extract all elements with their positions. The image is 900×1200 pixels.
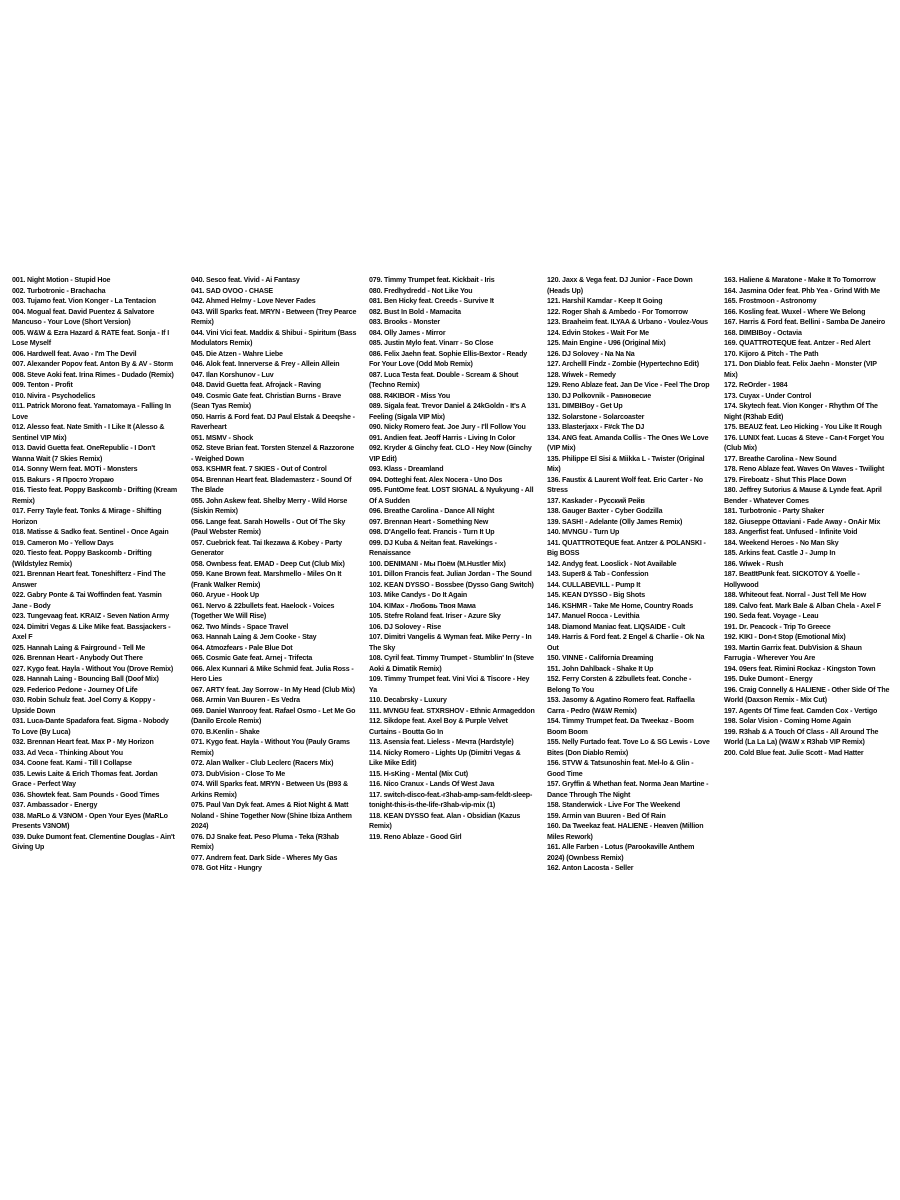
track-entry: 034. Coone feat. Kami - Till I Collapse [12, 759, 132, 767]
track-entry: 158. Standerwick - Live For The Weekend [547, 801, 681, 809]
track-entry: 163. Haliene & Maratone - Make It To Tomorrow [724, 276, 876, 284]
track-entry: 172. ReOrder - 1984 [724, 381, 788, 389]
track-entry: 093. Klass - Dreamland [369, 465, 444, 473]
track-entry: 092. Kryder & Ginchy feat. CLO - Hey Now (Ginchy VIP Edit) [369, 444, 532, 463]
track-entry: 041. SAD OVOO - CHASE [191, 286, 273, 295]
track-entry: 102. KEAN DYSSO - Bossbee (Dysso Gang Switch) [369, 580, 534, 589]
track-entry: 012. Alesso feat. Nate Smith - I Like It (Alesso & Sentinel VIP Mix) [12, 423, 165, 442]
track-entry: 046. Alok feat. Innerverse & Frey - Allein Allein [191, 360, 340, 368]
track-entry: 014. Sonny Wern feat. MOTi - Monsters [12, 465, 138, 473]
track-entry: 149. Harris & Ford feat. 2 Engel & Charlie - Ok Na Out [547, 633, 705, 652]
track-entry: 124. Edvin Stokes - Wait For Me [547, 328, 649, 337]
track-entry: 175. BEAUZ feat. Leo Hicking - You Like It Rough [724, 423, 882, 431]
track-entry: 048. David Guetta feat. Afrojack - Raving [191, 381, 321, 389]
track-entry: 196. Craig Connelly & HALIENE - Other Side Of The World (Daxson Remix - Mix Cut) [724, 685, 890, 704]
track-entry: 197. Agents Of Time feat. Camden Cox - Vertigo [724, 706, 878, 715]
track-entry: 185. Arkins feat. Castle J - Jump In [724, 549, 836, 557]
track-entry: 078. Got Hitz - Hungry [191, 864, 262, 872]
track-entry: 188. Whiteout feat. Norral - Just Tell Me How [724, 591, 867, 599]
track-entry: 166. Kosling feat. Wuxel - Where We Belong [724, 307, 866, 316]
track-entry: 008. Steve Aoki feat. Irina Rimes - Dudado (Remix) [12, 370, 174, 379]
track-entry: 153. Jasomy & Agatino Romero feat. Raffaella Carra - Pedro (W&W Remix) [547, 696, 695, 715]
track-entry: 159. Armin van Buuren - Bed Of Rain [547, 811, 666, 820]
track-entry: 140. MVNGU - Turn Up [547, 528, 620, 536]
track-entry: 056. Lange feat. Sarah Howells - Out Of The Sky (Paul Webster Remix) [191, 517, 346, 536]
track-entry: 141. QUATTROTEQUE feat. Antzer & POLANSKI - Big BOSS [547, 538, 706, 557]
track-entry: 055. John Askew feat. Shelby Merry - Wild Horse (Siskin Remix) [191, 496, 348, 515]
track-entry: 049. Cosmic Gate feat. Christian Burns - Brave (Sean Tyas Remix) [191, 391, 342, 410]
track-entry: 138. Gauger Baxter - Cyber Godzilla [547, 507, 663, 515]
track-entry: 154. Timmy Trumpet feat. Da Tweekaz - Boom Boom Boom [547, 717, 694, 736]
track-entry: 184. Weekend Heroes - No Man Sky [724, 538, 839, 547]
track-entry: 051. MSMV - Shock [191, 433, 254, 442]
track-entry: 151. John Dahlback - Shake It Up [547, 664, 654, 673]
track-entry: 059. Kane Brown feat. Marshmello - Miles On It (Frank Walker Remix) [191, 570, 342, 589]
track-entry: 104. KIMax - Любовь Твоя Мама [369, 601, 476, 610]
track-entry: 105. Stefre Roland feat. Iriser - Azure Sky [369, 612, 501, 620]
track-entry: 139. SASH! - Adelante (Olly James Remix) [547, 517, 683, 526]
tracklist-column-3 [369, 275, 535, 842]
tracklist-column-5 [724, 275, 890, 758]
track-entry: 091. Andien feat. Jeoff Harris - Living In Color [369, 433, 516, 442]
track-entry: 029. Federico Pedone - Journey Of Life [12, 685, 138, 694]
track-entry: 035. Lewis Laite & Erich Thomas feat. Jordan Grace - Perfect Way [12, 769, 158, 788]
track-entry: 082. Bust In Bold - Mamacita [369, 307, 461, 316]
track-entry: 170. Kijoro & Pitch - The Path [724, 349, 819, 358]
track-entry: 066. Alex Kunnari & Mike Schmid feat. Julia Ross - Hero Lies [191, 664, 354, 683]
track-entry: 033. Ad Veca - Thinking About You [12, 748, 123, 757]
track-entry: 081. Ben Hicky feat. Creeds - Survive It [369, 297, 494, 305]
track-entry: 032. Brennan Heart feat. Max P - My Horizon [12, 738, 154, 746]
track-entry: 080. Fredhydredd - Not Like You [369, 286, 473, 295]
track-entry: 062. Two Minds - Space Travel [191, 622, 289, 631]
track-entry: 083. Brooks - Monster [369, 318, 440, 326]
track-entry: 003. Tujamo feat. Vion Konger - La Tentacion [12, 297, 156, 305]
track-entry: 094. Dotteghi feat. Alex Nocera - Uno Dos [369, 475, 503, 484]
track-entry: 186. Wiwek - Rush [724, 559, 784, 568]
track-entry: 020. Tiesto feat. Poppy Baskcomb - Drifting (Wildstylez Remix) [12, 549, 152, 568]
track-entry: 054. Brennan Heart feat. Blademasterz - Sound Of The Blade [191, 475, 352, 494]
track-entry: 085. Justin Mylo feat. Vinarr - So Close [369, 339, 494, 347]
track-entry: 187. BeatItPunk feat. SICKOTOY & Yoelle - Hollywood [724, 570, 860, 589]
track-entry: 117. switch-disco-feat.-r3hab-amp-sam-feldt-sleep-tonight-this-is-the-life-r3hab-vip-mix (1) [369, 790, 533, 809]
track-entry: 200. Cold Blue feat. Julie Scott - Mad Hatter [724, 748, 864, 757]
track-entry: 064. Atmozfears - Pale Blue Dot [191, 643, 293, 652]
track-entry: 088. R4KIBOR - Miss You [369, 391, 451, 400]
track-entry: 174. Skytech feat. Vion Konger - Rhythm Of The Night (R3hab Edit) [724, 402, 878, 421]
track-entry: 164. Jasmina Oder feat. Phb Yea - Grind With Me [724, 286, 880, 295]
track-entry: 121. Harshil Kamdar - Keep It Going [547, 297, 663, 305]
track-entry: 120. Jaxx & Vega feat. DJ Junior - Face Down (Heads Up) [547, 276, 693, 295]
track-entry: 135. Philippe El Sisi & Miikka L - Twister (Original Mix) [547, 454, 705, 473]
track-entry: 022. Gabry Ponte & Tai Woffinden feat. Yasmin Jane - Body [12, 591, 162, 610]
track-entry: 100. DENIMANI - Мы Поём (M.Hustler Mix) [369, 559, 506, 568]
track-entry: 144. CULLABEVILL - Pump It [547, 580, 641, 589]
track-entry: 115. H-sKing - Mental (Mix Cut) [369, 769, 469, 778]
track-entry: 069. Daniel Wanrooy feat. Rafael Osmo - Let Me Go (Danilo Ercole Remix) [191, 706, 356, 725]
track-entry: 177. Breathe Carolina - New Sound [724, 454, 837, 463]
track-entry: 009. Tenton - Profit [12, 381, 73, 389]
track-entry: 127. Archelll Findz - Zombie (Hypertechno Edit) [547, 360, 699, 368]
track-entry: 053. KSHMR feat. 7 SKIES - Out of Control [191, 465, 327, 473]
track-entry: 114. Nicky Romero - Lights Up (Dimitri Vegas & Like Mike Edit) [369, 748, 521, 767]
track-entry: 182. Giuseppe Ottaviani - Fade Away - OnAir Mix [724, 517, 881, 526]
track-entry: 001. Night Motion - Stupid Hoe [12, 276, 111, 284]
track-entry: 067. ARTY feat. Jay Sorrow - In My Head (Club Mix) [191, 685, 355, 694]
track-entry: 057. Cuebrick feat. Tai Ikezawa & Kobey - Party Generator [191, 538, 342, 557]
track-entry: 006. Hardwell feat. Avao - I'm The Devil [12, 349, 137, 358]
track-entry: 043. Will Sparks feat. MRYN - Between (Trey Pearce Remix) [191, 307, 357, 326]
track-entry: 028. Hannah Laing - Bouncing Ball (Doof Mix) [12, 675, 159, 683]
track-entry: 169. QUATTROTEQUE feat. Antzer - Red Alert [724, 339, 871, 347]
track-entry: 116. Nico Cranux - Lands Of West Java [369, 780, 495, 788]
track-entry: 071. Kygo feat. Hayla - Without You (Pauly Grams Remix) [191, 738, 350, 757]
track-entry: 063. Hannah Laing & Jem Cooke - Stay [191, 633, 317, 641]
track-entry: 068. Armin Van Buuren - Es Vedra [191, 696, 300, 704]
track-entry: 007. Alexander Popov feat. Anton By & AV - Storm [12, 360, 173, 368]
track-entry: 148. Diamond Maniac feat. LIQSAIDE - Cult [547, 622, 686, 631]
track-entry: 180. Jeffrey Sutorius & Mause & Lynde feat. April Bender - Whatever Comes [724, 486, 882, 505]
track-entry: 130. DJ Polkovnik - Равновесие [547, 391, 652, 400]
track-entry: 110. Decabrsky - Luxury [369, 696, 447, 704]
track-entry: 125. Main Engine - U96 (Original Mix) [547, 339, 666, 347]
track-entry: 113. Asensia feat. Lieless - Мечта (Hardstyle) [369, 738, 514, 746]
track-entry: 037. Ambassador - Energy [12, 801, 98, 809]
track-entry: 047. Ilan Korshunov - Luv [191, 370, 274, 379]
track-entry: 193. Martin Garrix feat. DubVision & Shaun Farrugia - Wherever You Are [724, 643, 862, 662]
track-entry: 030. Robin Schulz feat. Joel Corry & Koppy - Upside Down [12, 696, 156, 715]
track-entry: 070. B.Kenlin - Shake [191, 727, 260, 736]
track-entry: 079. Timmy Trumpet feat. Kickbait - Iris [369, 276, 495, 284]
track-entry: 122. Roger Shah & Ambedo - For Tomorrow [547, 307, 688, 316]
track-entry: 157. Gryffin & Whethan feat. Norma Jean Martine - Dance Through The Night [547, 780, 709, 799]
track-entry: 108. Cyril feat. Timmy Trumpet - Stumblin' In (Steve Aoki & Dimatik Remix) [369, 654, 534, 673]
track-entry: 036. Showtek feat. Sam Pounds - Good Times [12, 790, 160, 799]
track-entry: 058. Ownbess feat. EMAD - Deep Cut (Club Mix) [191, 559, 345, 568]
track-entry: 178. Reno Ablaze feat. Waves On Waves - Twilight [724, 465, 885, 473]
tracklist-column-2 [191, 275, 357, 874]
track-entry: 143. Super8 & Tab - Confession [547, 570, 649, 578]
track-entry: 025. Hannah Laing & Fairground - Tell Me [12, 643, 145, 652]
track-entry: 160. Da Tweekaz feat. HALIENE - Heaven (Million Miles Rework) [547, 822, 704, 841]
track-entry: 089. Sigala feat. Trevor Daniel & 24kGoldn - It's A Feeling (Sigala VIP Mix) [369, 402, 526, 421]
track-entry: 004. Mogual feat. David Puentez & Salvatore Mancuso - Your Love (Short Version) [12, 307, 155, 326]
track-entry: 119. Reno Ablaze - Good Girl [369, 832, 462, 841]
track-entry: 016. Tiesto feat. Poppy Baskcomb - Drifting (Kream Remix) [12, 486, 178, 505]
track-entry: 156. STVW & Tatsunoshin feat. Mel-lo & Glin - Good Time [547, 759, 694, 778]
track-entry: 155. Nelly Furtado feat. Tove Lo & SG Lewis - Love Bites (Don Diablo Remix) [547, 738, 710, 757]
track-entry: 112. Sikdope feat. Axel Boy & Purple Velvet Curtains - Boutta Go In [369, 717, 508, 736]
track-entry: 192. KIKI - Don-t Stop (Emotional Mix) [724, 633, 846, 641]
tracklist-column-1 [12, 275, 178, 853]
track-entry: 145. KEAN DYSSO - Big Shots [547, 591, 646, 599]
track-entry: 101. Dillon Francis feat. Julian Jordan - The Sound [369, 570, 532, 578]
track-entry: 134. ANG feat. Amanda Collis - The Ones We Love (VIP Mix) [547, 433, 709, 452]
track-entry: 099. DJ Kuba & Neitan feat. Ravekings - Renaissance [369, 538, 497, 557]
tracklist-sheet [12, 275, 888, 945]
track-entry: 060. Aryue - Hook Up [191, 591, 260, 599]
track-entry: 095. FuntOme feat. LOST SIGNAL & Nyukyung - All Of A Sudden [369, 486, 534, 505]
track-entry: 026. Brennan Heart - Anybody Out There [12, 654, 143, 662]
track-entry: 038. MaRLo & V3NOM - Open Your Eyes (MaRLo Presents V3NOM) [12, 811, 168, 830]
track-entry: 090. Nicky Romero feat. Joe Jury - I'll Follow You [369, 423, 526, 431]
track-entry: 045. Die Atzen - Wahre Liebe [191, 349, 283, 358]
track-entry: 005. W&W & Ezra Hazard & RATE feat. Sonja - If I Lose Myself [12, 328, 170, 347]
track-entry: 167. Harris & Ford feat. Bellini - Samba De Janeiro [724, 318, 886, 326]
track-entry: 052. Steve Brian feat. Torsten Stenzel & Razzorone - Weighed Down [191, 444, 355, 463]
track-entry: 024. Dimitri Vegas & Like Mike feat. Bassjackers - Axel F [12, 622, 171, 641]
track-entry: 011. Patrick Morono feat. Yamatomaya - Falling In Love [12, 402, 171, 421]
track-entry: 010. Nivira - Psychodelics [12, 391, 96, 400]
track-entry: 076. DJ Snake feat. Peso Pluma - Teka (R3hab Remix) [191, 832, 339, 851]
track-entry: 097. Brennan Heart - Something New [369, 517, 489, 526]
track-entry: 015. Bakurs - Я Просто Угораю [12, 475, 114, 484]
track-entry: 077. Andrem feat. Dark Side - Wheres My Gas [191, 853, 338, 862]
track-entry: 031. Luca-Dante Spadafora feat. Sigma - Nobody To Love (By Luca) [12, 717, 169, 736]
track-entry: 181. Turbotronic - Party Shaker [724, 507, 825, 515]
track-entry: 061. Nervo & 22bullets feat. Haelock - Voices (Together We Will Rise) [191, 601, 335, 620]
track-entry: 021. Brennan Heart feat. Toneshifterz - Find The Answer [12, 570, 166, 589]
track-entry: 168. DIMBIBoy - Octavia [724, 328, 802, 337]
track-entry: 162. Anton Lacosta - Seller [547, 864, 634, 872]
track-entry: 199. R3hab & A Touch Of Class - All Around The World (La La La) (W&W x R3hab VIP Remix) [724, 727, 879, 746]
track-entry: 152. Ferry Corsten & 22bullets feat. Conche - Belong To You [547, 675, 692, 694]
track-entry: 165. Frostmoon - Astronomy [724, 297, 817, 305]
track-entry: 096. Breathe Carolina - Dance All Night [369, 507, 495, 515]
track-entry: 183. Angerfist feat. Unfused - Infinite Void [724, 528, 858, 536]
track-entry: 146. KSHMR - Take Me Home, Country Roads [547, 601, 694, 610]
track-entry: 195. Duke Dumont - Energy [724, 675, 813, 683]
track-entry: 191. Dr. Peacock - Trip To Greece [724, 622, 831, 631]
track-entry: 074. Will Sparks feat. MRYN - Between Us (B93 & Arkins Remix) [191, 780, 349, 799]
track-entry: 189. Calvo feat. Mark Bale & Alban Chela - Axel F [724, 601, 881, 610]
track-entry: 179. Fireboatz - Shut This Place Down [724, 475, 847, 484]
track-entry: 173. Cuyax - Under Control [724, 391, 812, 400]
track-entry: 198. Solar Vision - Coming Home Again [724, 717, 851, 725]
track-entry: 142. Andyg feat. Looslick - Not Available [547, 559, 677, 568]
track-entry: 194. 09ers feat. Rimini Rockaz - Kingston Town [724, 664, 876, 673]
track-entry: 086. Felix Jaehn feat. Sophie Ellis-Bextor - Ready For Your Love (Odd Mob Remix) [369, 349, 528, 368]
track-entry: 023. Tungevaag feat. KRAIZ - Seven Nation Army [12, 612, 170, 620]
track-entry: 106. DJ Solovey - Rise [369, 622, 442, 631]
track-entry: 133. Blasterjaxx - F#ck The DJ [547, 423, 645, 431]
track-entry: 098. D'Angello feat. Francis - Turn It Up [369, 528, 495, 536]
track-entry: 150. VINNE - California Dreaming [547, 654, 654, 662]
track-entry: 111. MVNGU feat. STXRSHOV - Ethnic Armageddon [369, 706, 535, 715]
track-entry: 084. Olly James - Mirror [369, 328, 446, 337]
track-entry: 017. Ferry Tayle feat. Tonks & Mirage - Shifting Horizon [12, 507, 162, 526]
track-entry: 075. Paul Van Dyk feat. Ames & Riot Night & Matt Noland - Shine Together Now (Shine Ibiza Anthem 2024) [191, 801, 352, 830]
track-entry: 040. Sesco feat. Vivid - Ai Fantasy [191, 276, 300, 284]
track-entry: 132. Solarstone - Solarcoaster [547, 412, 645, 421]
track-entry: 013. David Guetta feat. OneRepublic - I Don't Wanna Wait (7 Skies Remix) [12, 444, 156, 463]
track-entry: 018. Matisse & Sadko feat. Sentinel - Once Again [12, 528, 169, 536]
track-entry: 136. Faustix & Laurent Wolf feat. Eric Carter - No Stress [547, 475, 703, 494]
track-entry: 128. Wiwek - Remedy [547, 370, 616, 379]
track-entry: 072. Alan Walker - Club Leclerc (Racers Mix) [191, 759, 334, 767]
track-entry: 171. Don Diablo feat. Felix Jaehn - Monster (VIP Mix) [724, 360, 877, 379]
track-entry: 107. Dimitri Vangelis & Wyman feat. Mike Perry - In The Sky [369, 633, 532, 652]
track-entry: 050. Harris & Ford feat. DJ Paul Elstak & Deeqshe - Raverheart [191, 412, 355, 431]
track-entry: 129. Reno Ablaze feat. Jan De Vice - Feel The Drop [547, 381, 710, 389]
track-entry: 161. Alle Farben - Lotus (Parookaville Anthem 2024) (Ownbess Remix) [547, 843, 695, 862]
track-entry: 190. Seda feat. Voyage - Leau [724, 612, 819, 620]
track-entry: 027. Kygo feat. Hayla - Without You (Drove Remix) [12, 664, 174, 673]
track-entry: 044. Vini Vici feat. Maddix & Shibui - Spiritum (Bass Modulators Remix) [191, 328, 357, 347]
track-entry: 126. DJ Solovey - Na Na Na [547, 349, 635, 358]
track-entry: 131. DIMBIBoy - Get Up [547, 402, 623, 410]
track-entry: 123. Braaheim feat. ILYAA & Urbano - Voulez-Vous [547, 318, 708, 326]
track-entry: 042. Ahmed Helmy - Love Never Fades [191, 297, 316, 305]
track-entry: 087. Luca Testa feat. Double - Scream & Shout (Techno Remix) [369, 370, 519, 389]
track-entry: 103. Mike Candys - Do It Again [369, 591, 468, 599]
track-entry: 109. Timmy Trumpet feat. Vini Vici & Tiscore - Hey Ya [369, 675, 530, 694]
tracklist-column-4 [547, 275, 713, 874]
track-entry: 019. Cameron Mo - Yellow Days [12, 538, 114, 547]
track-entry: 176. LUNIX feat. Lucas & Steve - Can-t Forget You (Club Mix) [724, 433, 884, 452]
track-entry: 039. Duke Dumont feat. Clementine Douglas - Ain't Giving Up [12, 832, 175, 851]
track-entry: 118. KEAN DYSSO feat. Alan - Obsidian (Kazus Remix) [369, 811, 521, 830]
track-entry: 065. Cosmic Gate feat. Arnej - Trifecta [191, 654, 313, 662]
track-entry: 073. DubVision - Close To Me [191, 769, 286, 778]
track-entry: 137. Kaskader - Русский Рейв [547, 496, 645, 505]
track-entry: 147. Manuel Rocca - Levithia [547, 612, 640, 620]
track-entry: 002. Turbotronic - Brachacha [12, 286, 106, 295]
